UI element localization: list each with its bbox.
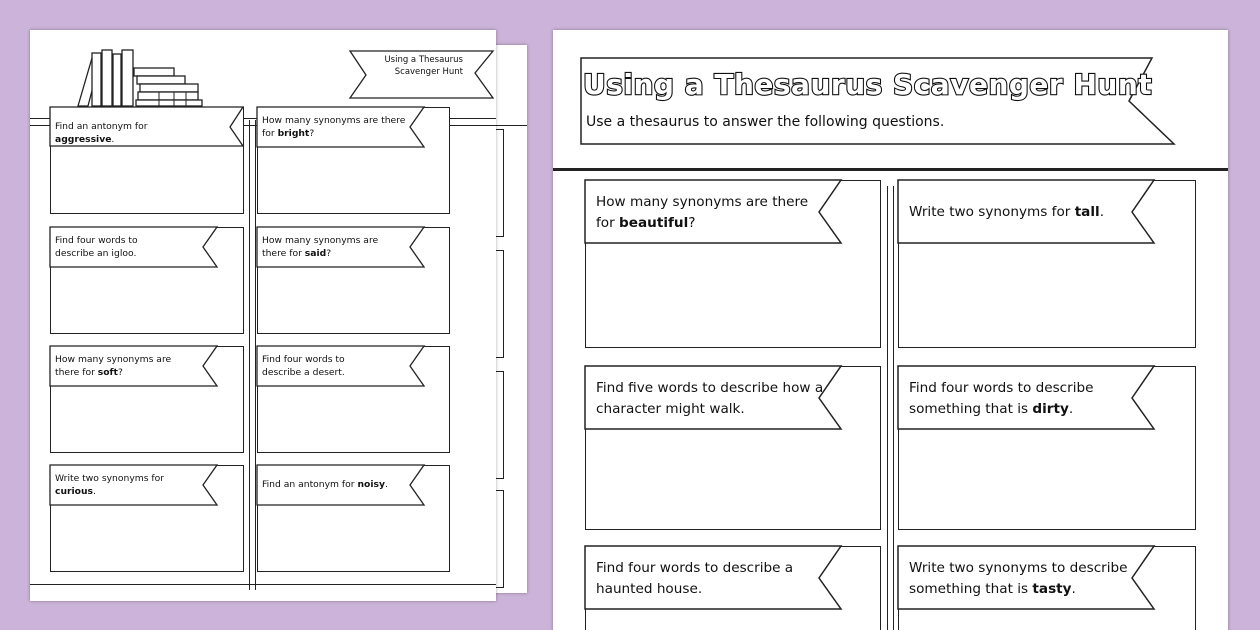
question-text: How many synonyms are there for said?	[262, 235, 379, 259]
header-title: Using a Thesaurus Scavenger Hunt	[384, 55, 463, 77]
question-text: Write two synonyms for curious.	[55, 473, 165, 497]
question-text: Find four words to describe a haunted house.	[596, 560, 794, 597]
question-text: Find four words to describe a desert.	[262, 354, 345, 378]
page-spine	[893, 186, 894, 630]
divider-line	[553, 170, 1228, 171]
question-text: Find an antonym for noisy.	[262, 479, 388, 490]
question-text: Write two synonyms to describe something that is tasty.	[909, 560, 1128, 597]
question-text: How many synonyms are there for beautiful?	[596, 194, 809, 231]
question-text: Find five words to describe how a character might walk.	[596, 380, 824, 417]
divider-line	[30, 584, 496, 585]
page-title: Using a Thesaurus Scavenger Hunt	[583, 68, 1153, 101]
question-text: Write two synonyms for tall.	[909, 204, 1105, 220]
question-text: Find four words to describe an igloo.	[55, 235, 138, 259]
small-worksheet-page	[30, 30, 496, 601]
large-worksheet-page	[553, 30, 1228, 630]
question-text: Find four words to describe something that is dirty.	[909, 380, 1094, 417]
page-spine	[887, 186, 888, 630]
question-text: Find an antonym for aggressive.	[55, 121, 148, 145]
question-text: How many synonyms are there for bright?	[262, 115, 406, 139]
page-subtitle: Use a thesaurus to answer the following questions.	[586, 114, 945, 130]
books-illustration	[74, 48, 209, 108]
question-text: How many synonyms are there for soft?	[55, 354, 172, 378]
